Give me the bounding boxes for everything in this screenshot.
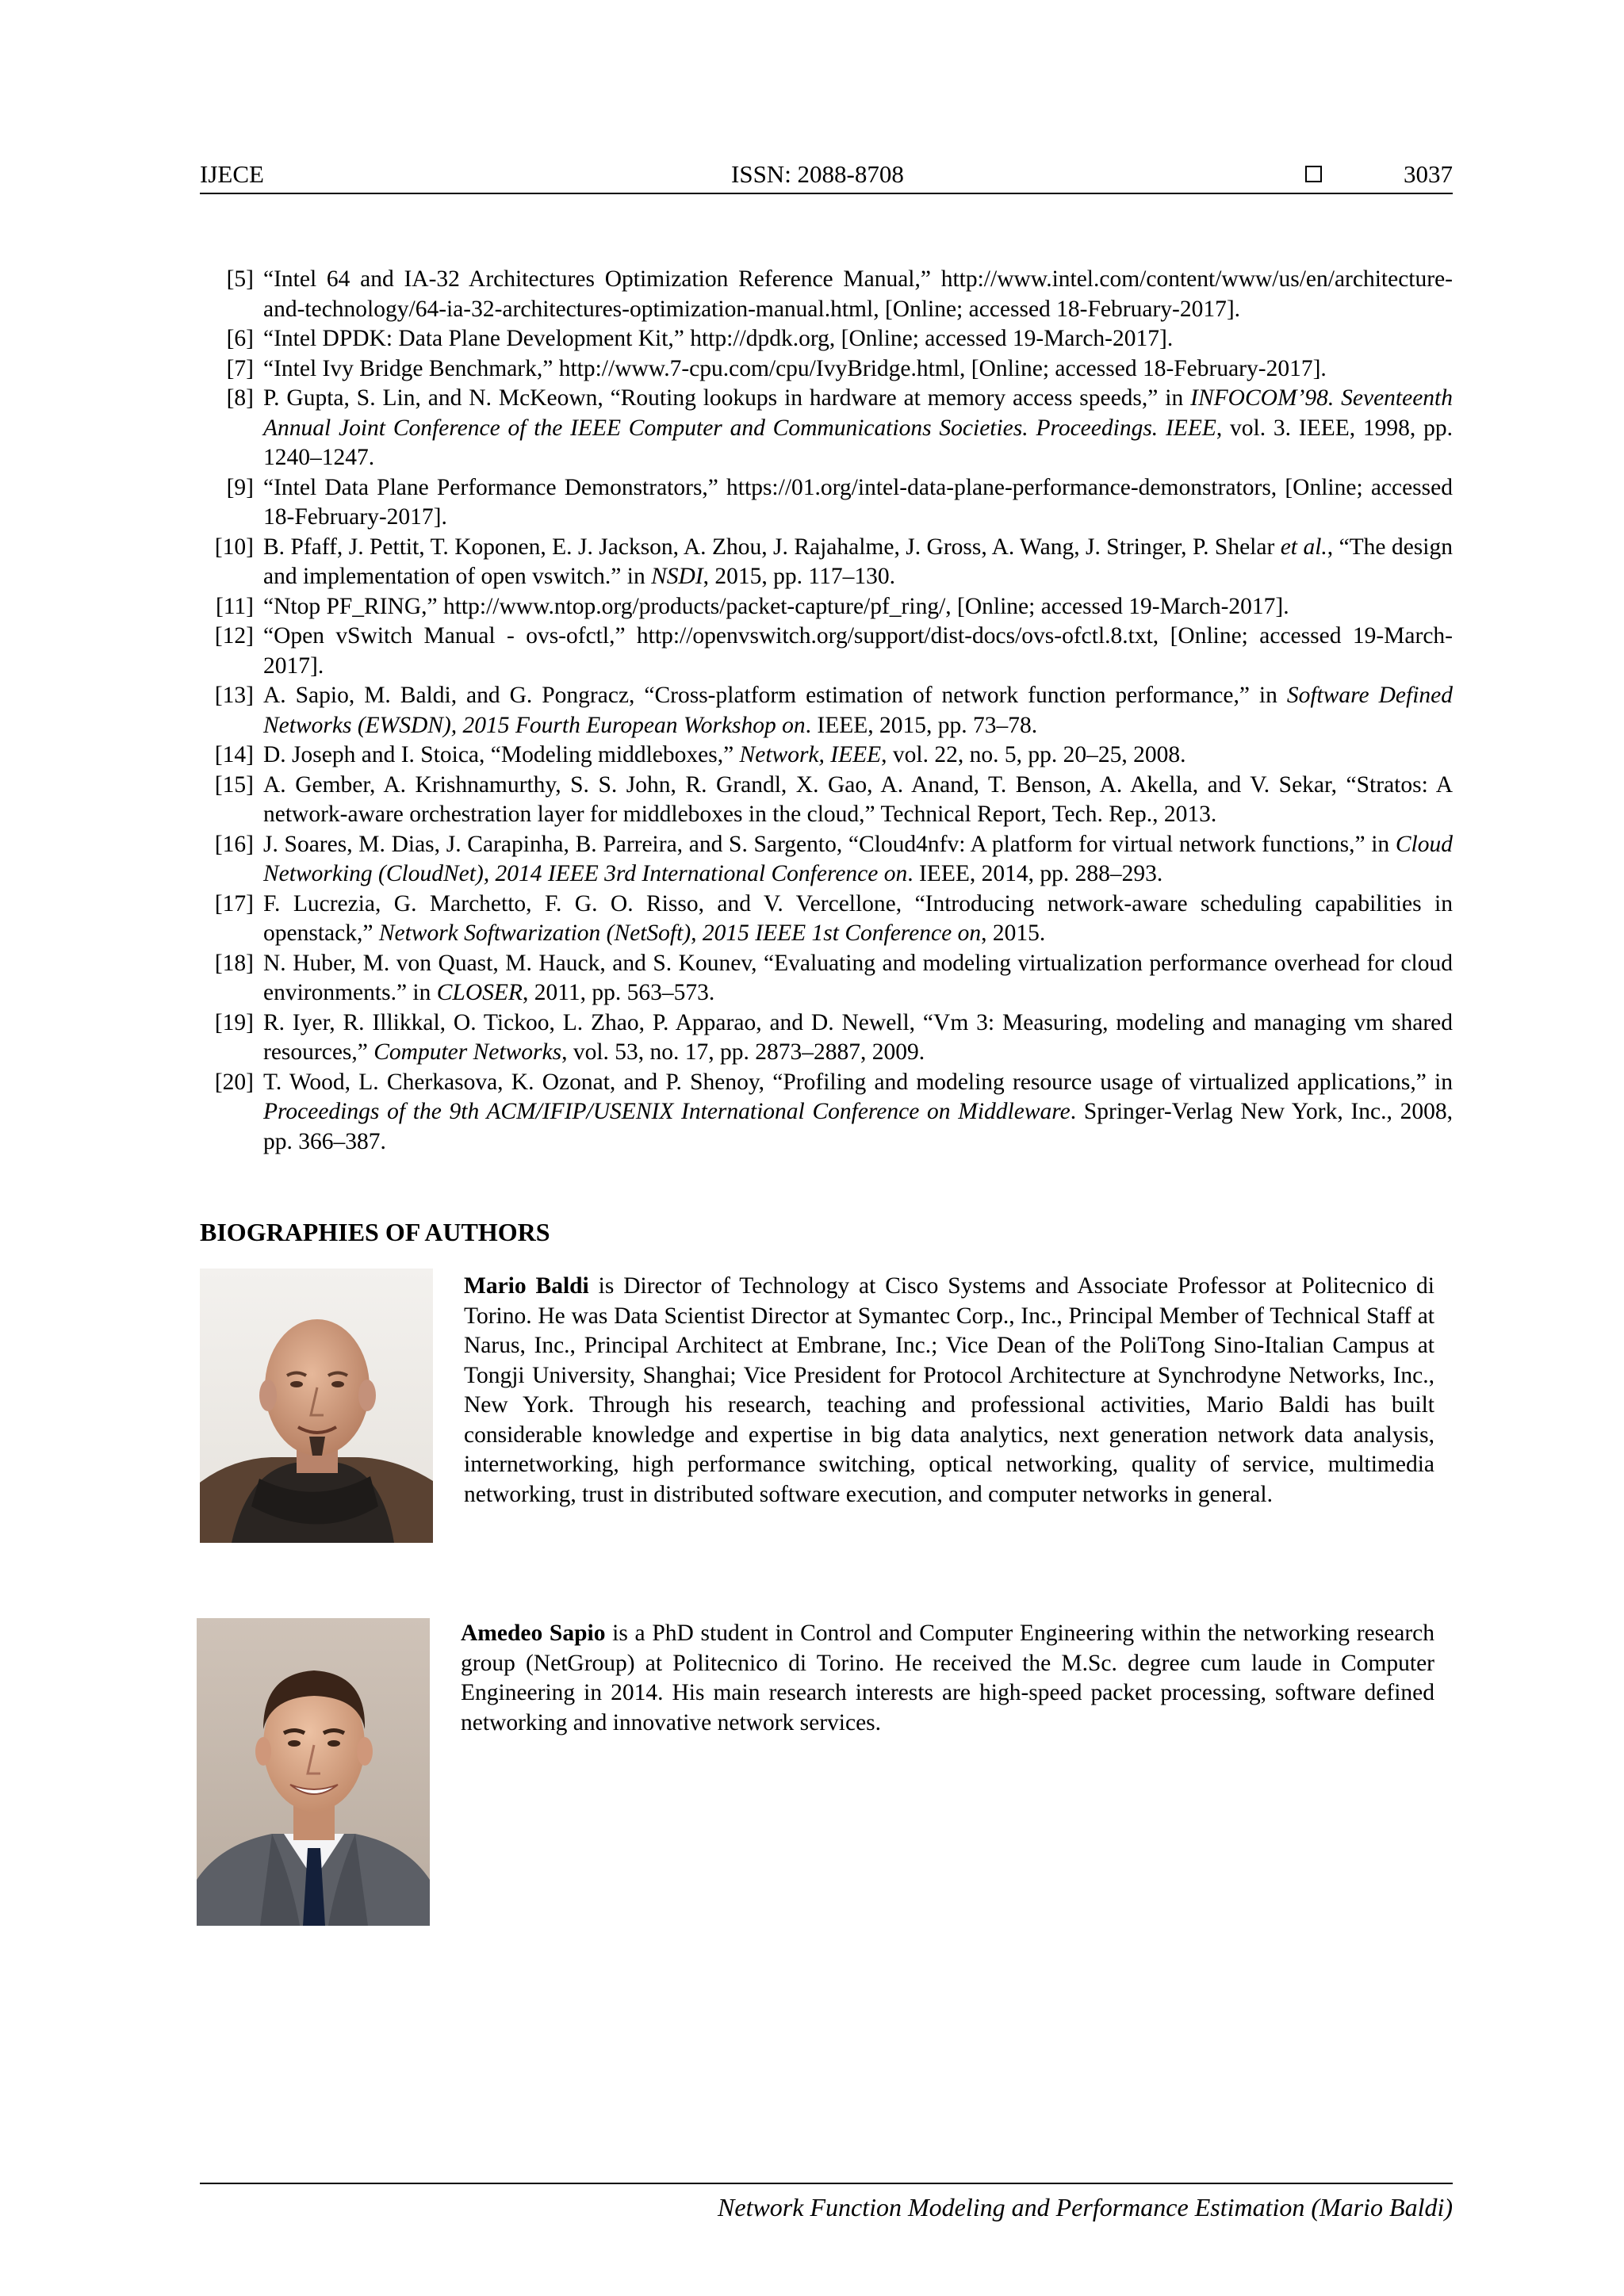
reference-number: [19] xyxy=(214,1009,254,1035)
reference-segment: D. Joseph and I. Stoica, “Modeling middleboxes,” xyxy=(263,742,740,767)
reference-segment: , vol. 3. IEEE, 1998, pp. 1240–1247. xyxy=(263,415,1453,470)
reference-item xyxy=(200,740,1453,771)
running-footer: Network Function Modeling and Performance Estimation (Mario Baldi) xyxy=(718,2193,1453,2221)
section-heading: BIOGRAPHIES OF AUTHORS xyxy=(200,1218,550,1246)
square-icon xyxy=(1305,166,1322,182)
reference-segment: , “The design and implementation of open vswitch.” in xyxy=(263,534,1453,589)
author-bio-text: is a PhD student in Control and Computer Engineering within the networking research group (NetGroup) at Politecnico di Torino. He received the M.Sc. degree cum laude in Computer Engineering in 2014. His main research interests are high-speed packet processing, software defined networking and innovative network services. xyxy=(461,1621,1434,1735)
reference-number: [10] xyxy=(214,534,254,560)
author-bio-mario-baldi xyxy=(464,1272,1434,1510)
reference-venue: Proceedings of the 9th ACM/IFIP/USENIX International Conference on Middleware xyxy=(263,1099,1071,1124)
reference-segment: “Intel Data Plane Performance Demonstrators,” https://01.org/intel-data-plane-performance-demonstrators, [Online; accessed 18-February-2017]. xyxy=(263,474,1453,530)
reference-venue: Network Softwarization (NetSoft), 2015 IEEE 1st Conference on xyxy=(378,920,982,946)
reference-item xyxy=(200,771,1453,830)
author-bio-text: is Director of Technology at Cisco Systems and Associate Professor at Politecnico di Torino. He was Data Scientist Director at Symantec Corp., Inc., Principal Member of Technical Staff at Narus, Inc., Principal Architect at Embrane, Inc.; Vice Dean of the PoliTong Sino-Italian Campus at Tongji University, Shanghai; Vice President for Protocol Architecture at Synchrodyne Networks, Inc., New York. Through his research, teaching and professional activities, Mario Baldi has built considerable knowledge and expertise in big data analytics, next generation network data analysis, internetworking, high performance switching, optical networking, quality of service, multimedia networking, trust in distributed software execution, and computer networks in general. xyxy=(464,1273,1434,1507)
reference-number: [18] xyxy=(214,950,254,976)
author-name: Amedeo Sapio xyxy=(461,1621,606,1646)
reference-text xyxy=(263,622,1453,681)
running-header-journal: IJECE xyxy=(200,160,264,188)
reference-text xyxy=(263,771,1453,830)
author-photo-amedeo-sapio xyxy=(197,1618,430,1926)
author-bio-amedeo-sapio xyxy=(461,1619,1434,1738)
author-photo-mario-baldi xyxy=(200,1269,433,1543)
page-number: 3037 xyxy=(1404,160,1453,188)
reference-segment: , vol. 53, no. 17, pp. 2873–2887, 2009. xyxy=(561,1039,925,1065)
reference-segment: B. Pfaff, J. Pettit, T. Koponen, E. J. Jackson, A. Zhou, J. Rajahalme, J. Gross, A. Wang, J. Stringer, P. Shelar xyxy=(263,534,1281,560)
reference-segment: “Open vSwitch Manual - ovs-ofctl,” http://openvswitch.org/support/dist-docs/ovs-ofctl.8.txt, [Online; accessed 19-March-2017]. xyxy=(263,623,1453,679)
reference-number: [6] xyxy=(226,326,254,351)
reference-text xyxy=(263,740,1453,771)
reference-text xyxy=(263,592,1453,622)
reference-segment: A. Sapio, M. Baldi, and G. Pongracz, “Cross-platform estimation of network function performance,” in xyxy=(263,683,1287,708)
running-header-issn: ISSN: 2088-8708 xyxy=(731,160,904,188)
reference-segment: P. Gupta, S. Lin, and N. McKeown, “Routing lookups in hardware at memory access speeds,” in xyxy=(263,385,1191,411)
reference-segment: , 2015. xyxy=(981,920,1046,946)
reference-item xyxy=(200,949,1453,1008)
reference-segment: R. Iyer, R. Illikkal, O. Tickoo, L. Zhao, P. Apparao, and D. Newell, “Vm 3: Measuring, modeling and managing vm shared resources,” xyxy=(263,1009,1453,1065)
reference-segment: . IEEE, 2015, pp. 73–78. xyxy=(805,712,1038,738)
reference-item xyxy=(200,681,1453,740)
reference-segment: . Springer-Verlag New York, Inc., 2008, pp. 366–387. xyxy=(263,1099,1453,1154)
reference-number: [15] xyxy=(214,771,254,798)
reference-text xyxy=(263,1008,1453,1068)
reference-number: [13] xyxy=(214,683,254,708)
reference-text xyxy=(263,473,1453,533)
reference-venue: INFOCOM’98. Seventeenth Annual Joint Conference of the IEEE Computer and Communications Societies. Proceedings. IEEE xyxy=(263,385,1453,441)
reference-venue: Computer Networks xyxy=(373,1039,562,1065)
reference-venue: et al. xyxy=(1280,534,1327,560)
reference-text xyxy=(263,830,1453,890)
reference-number: [14] xyxy=(214,742,254,767)
reference-number: [16] xyxy=(214,831,254,857)
reference-text xyxy=(263,681,1453,740)
reference-item xyxy=(200,533,1453,592)
reference-item xyxy=(200,265,1453,324)
reference-segment: “Intel Ivy Bridge Benchmark,” http://www.7-cpu.com/cpu/IvyBridge.html, [Online; accessed 18-February-2017]. xyxy=(263,355,1327,381)
reference-item xyxy=(200,830,1453,890)
reference-item xyxy=(200,622,1453,681)
reference-venue: NSDI xyxy=(651,564,703,589)
reference-segment: A. Gember, A. Krishnamurthy, S. S. John, R. Grandl, X. Gao, A. Anand, T. Benson, A. Akella, and V. Sekar, “Stratos: A network-aware orchestration layer for middleboxes in the cloud,” Technical Report, Tech. Rep., 2013. xyxy=(263,771,1453,827)
reference-segment: . IEEE, 2014, pp. 288–293. xyxy=(907,861,1163,886)
reference-item xyxy=(200,473,1453,533)
reference-venue: Software Defined Networks (EWSDN), 2015 Fourth European Workshop on xyxy=(263,683,1453,738)
reference-segment: N. Huber, M. von Quast, M. Hauck, and S. Kounev, “Evaluating and modeling virtualization performance overhead for cloud environments.” in xyxy=(263,950,1453,1005)
reference-segment: J. Soares, M. Dias, J. Carapinha, B. Parreira, and S. Sargento, “Cloud4nfv: A platform for virtual network functions,” in xyxy=(263,831,1396,857)
reference-number: [7] xyxy=(226,355,254,381)
reference-text xyxy=(263,324,1453,354)
reference-segment: “Intel DPDK: Data Plane Development Kit,” http://dpdk.org, [Online; accessed 19-March-2017]. xyxy=(263,326,1174,351)
reference-number: [9] xyxy=(226,474,254,500)
footer-rule xyxy=(200,2183,1453,2184)
reference-segment: “Ntop PF_RING,” http://www.ntop.org/products/packet-capture/pf_ring/, [Online; accessed 19-March-2017]. xyxy=(263,593,1289,619)
reference-segment: , 2015, pp. 117–130. xyxy=(703,564,895,589)
header-rule xyxy=(200,193,1453,194)
reference-segment: T. Wood, L. Cherkasova, K. Ozonat, and P. Shenoy, “Profiling and modeling resource usage of virtualized applications,” in xyxy=(263,1069,1453,1095)
reference-number: [12] xyxy=(214,623,254,649)
reference-item xyxy=(200,324,1453,354)
reference-item xyxy=(200,1008,1453,1068)
reference-item xyxy=(200,890,1453,949)
reference-text xyxy=(263,1068,1453,1158)
reference-text xyxy=(263,533,1453,592)
reference-item xyxy=(200,1068,1453,1158)
reference-text xyxy=(263,265,1453,324)
reference-segment: “Intel 64 and IA-32 Architectures Optimization Reference Manual,” http://www.intel.com/content/www/us/en/architecture-and-technology/64-ia-32-architectures-optimization-manual.html, [Online; accessed 18-February-2017]. xyxy=(263,266,1453,322)
reference-segment: F. Lucrezia, G. Marchetto, F. G. O. Risso, and V. Vercellone, “Introducing network-aware scheduling capabilities in openstack,” xyxy=(263,890,1453,946)
reference-venue: CLOSER xyxy=(436,980,523,1005)
reference-number: [11] xyxy=(215,593,254,619)
reference-item xyxy=(200,354,1453,385)
reference-text xyxy=(263,949,1453,1008)
reference-list xyxy=(200,265,1453,1157)
reference-venue: Network, IEEE xyxy=(739,742,882,767)
reference-text xyxy=(263,354,1453,385)
reference-text xyxy=(263,384,1453,473)
reference-number: [20] xyxy=(214,1069,254,1095)
reference-text xyxy=(263,890,1453,949)
reference-item xyxy=(200,592,1453,622)
reference-number: [8] xyxy=(226,385,254,411)
reference-item xyxy=(200,384,1453,473)
reference-segment: , 2011, pp. 563–573. xyxy=(522,980,715,1005)
reference-segment: , vol. 22, no. 5, pp. 20–25, 2008. xyxy=(881,742,1186,767)
reference-number: [17] xyxy=(214,890,254,916)
reference-venue: Cloud Networking (CloudNet), 2014 IEEE 3rd International Conference on xyxy=(263,831,1453,886)
reference-number: [5] xyxy=(226,266,254,292)
author-name: Mario Baldi xyxy=(464,1273,589,1299)
